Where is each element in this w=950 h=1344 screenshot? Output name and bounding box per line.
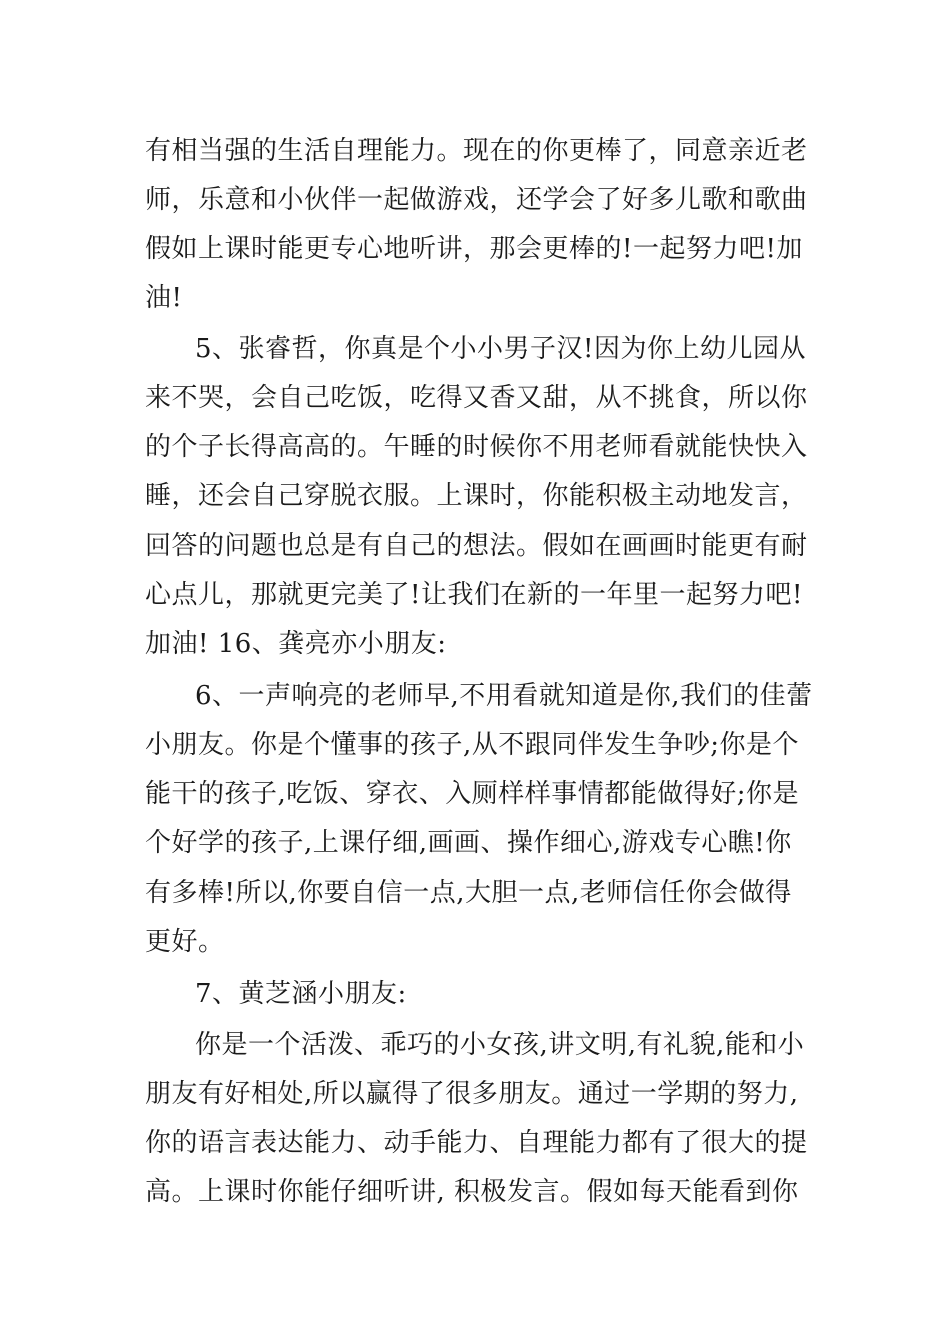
text-line: 个好学的孩子,上课仔细,画画、操作细心,游戏专心瞧!你 (145, 828, 792, 858)
text-line: 小朋友。你是个懂事的孩子,从不跟同伴发生争吵;你是个 (145, 730, 800, 760)
text-line: 朋友有好相处,所以赢得了很多朋友。通过一学期的努力, (145, 1079, 799, 1109)
text-line: 假如上课时能更专心地听讲，那会更棒的!一起努力吧!加 (145, 234, 803, 264)
text-line: 能干的孩子,吃饭、穿衣、入厕样样事情都能做得好;你是 (145, 779, 800, 809)
text-line: 师，乐意和小伙伴一起做游戏，还学会了好多儿歌和歌曲 (145, 185, 808, 215)
paragraph-start-line: 5、张睿哲，你真是个小小男子汉!因为你上幼儿园从 (195, 334, 806, 364)
text-line: 睡，还会自己穿脱衣服。上课时，你能积极主动地发言， (145, 481, 808, 511)
text-line: 油! (145, 283, 183, 313)
text-line: 的个子长得高高的。午睡的时候你不用老师看就能快快入 (145, 432, 808, 462)
paragraph-start-line: 6、一声响亮的老师早,不用看就知道是你,我们的佳蕾 (195, 681, 813, 711)
text-line: 心点儿，那就更完美了!让我们在新的一年里一起努力吧! (145, 580, 803, 610)
section-heading: 7、黄芝涵小朋友: (195, 979, 407, 1009)
text-line: 更好。 (145, 927, 225, 957)
text-line: 你的语言表达能力、动手能力、自理能力都有了很大的提 (145, 1128, 808, 1158)
text-line: 有相当强的生活自理能力。现在的你更棒了，同意亲近老 (145, 136, 808, 166)
text-line: 回答的问题也总是有自己的想法。假如在画画时能更有耐 (145, 531, 808, 561)
text-line: 来不哭，会自己吃饭，吃得又香又甜，从不挑食，所以你 (145, 383, 808, 413)
text-line: 有多棒!所以,你要自信一点,大胆一点,老师信任你会做得 (145, 878, 792, 908)
text-line: 加油! 16、龚亮亦小朋友: (145, 629, 447, 659)
paragraph-start-line: 你是一个活泼、乖巧的小女孩,讲文明,有礼貌,能和小 (195, 1030, 805, 1060)
text-line: 高。上课时你能仔细听讲, 积极发言。假如每天能看到你 (145, 1177, 799, 1207)
